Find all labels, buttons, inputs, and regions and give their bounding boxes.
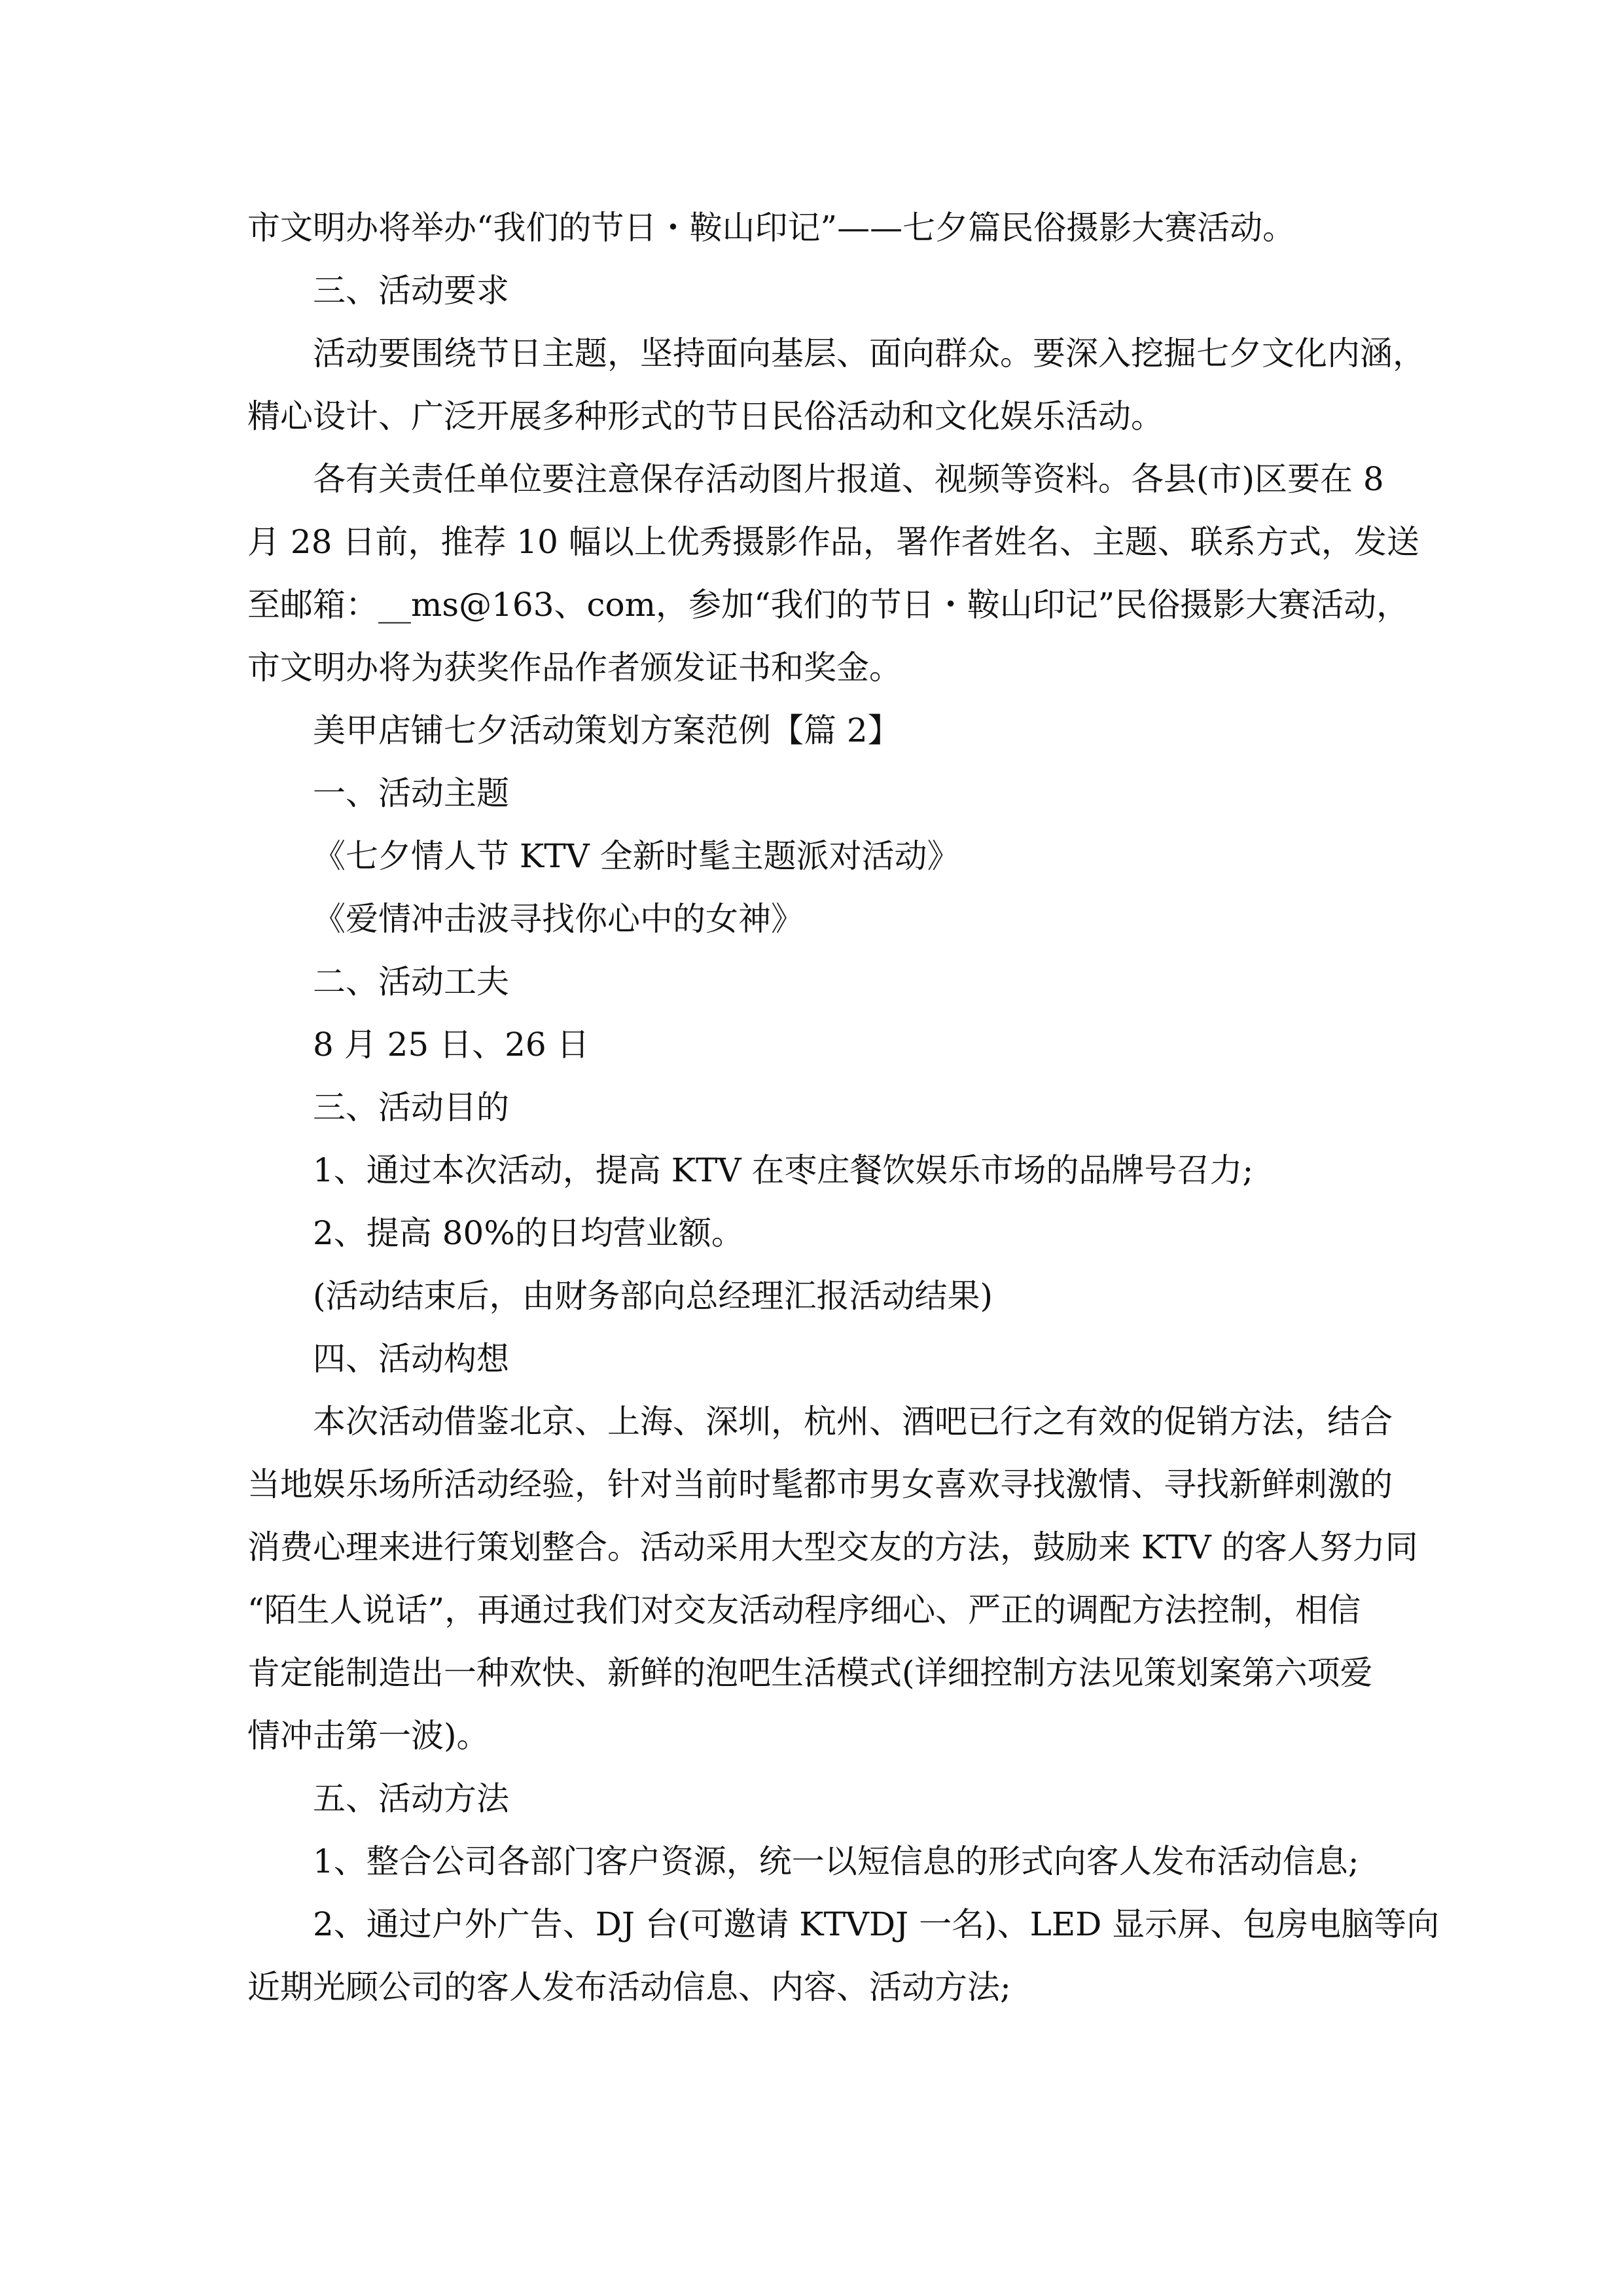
text-line: 《爱情冲击波寻找你心中的女神》 [313, 900, 804, 938]
text-line: 情冲击第一波)。 [247, 1717, 490, 1755]
section-heading: 三、活动要求 [313, 272, 509, 310]
section-heading: 二、活动工夫 [313, 963, 509, 1001]
text-line: 1、通过本次活动，提高 KTV 在枣庄餐饮娱乐市场的品牌号召力; [313, 1151, 1254, 1189]
text-line: 近期光顾公司的客人发布活动信息、内容、活动方法; [247, 1968, 1011, 2006]
text-line: “陌生人说话”，再通过我们对交友活动程序细心、严正的调配方法控制，相信 [247, 1591, 1361, 1629]
text-line: 肯定能制造出一种欢快、新鲜的泡吧生活模式(详细控制方法见策划案第六项爱 [247, 1654, 1373, 1692]
section-heading: 三、活动目的 [313, 1088, 509, 1126]
text-line: 精心设计、广泛开展多种形式的节日民俗活动和文化娱乐活动。 [247, 397, 1164, 435]
section-heading: 一、活动主题 [313, 774, 509, 812]
text-line: 各有关责任单位要注意保存活动图片报道、视频等资料。各县(市)区要在 8 [313, 460, 1384, 498]
article-title: 美甲店铺七夕活动策划方案范例【篇 2】 [313, 711, 901, 749]
text-line: 市文明办将举办“我们的节日・鞍山印记”——七夕篇民俗摄影大赛活动。 [247, 209, 1296, 247]
text-line: 至邮箱：__ms@163、com，参加“我们的节日・鞍山印记”民俗摄影大赛活动， [247, 586, 1410, 624]
text-line: 1、整合公司各部门客户资源，统一以短信息的形式向客人发布活动信息; [313, 1842, 1359, 1880]
section-heading: 五、活动方法 [313, 1780, 509, 1818]
document-body [247, 196, 1440, 2018]
text-line: 《七夕情人节 KTV 全新时髦主题派对活动》 [313, 837, 960, 875]
text-line: 2、通过户外广告、DJ 台(可邀请 KTVDJ 一名)、LED 显示屏、包房电脑等向 [313, 1905, 1440, 1943]
text-line: 本次活动借鉴北京、上海、深圳，杭州、酒吧已行之有效的促销方法，结合 [313, 1403, 1393, 1441]
text-line: (活动结束后，由财务部向总经理汇报活动结果) [313, 1277, 993, 1315]
text-line: 8 月 25 日、26 日 [313, 1026, 590, 1064]
text-line: 市文明办将为获奖作品作者颁发证书和奖金。 [247, 649, 902, 687]
text-line: 2、提高 80%的日均营业额。 [313, 1214, 744, 1252]
text-line: 活动要围绕节日主题，坚持面向基层、面向群众。要深入挖掘七夕文化内涵， [313, 334, 1425, 372]
text-line: 当地娱乐场所活动经验，针对当前时髦都市男女喜欢寻找激情、寻找新鲜刺激的 [247, 1465, 1393, 1503]
text-line: 月 28 日前，推荐 10 幅以上优秀摄影作品，署作者姓名、主题、联系方式，发送 [247, 523, 1419, 561]
text-line: 消费心理来进行策划整合。活动采用大型交友的方法，鼓励来 KTV 的客人努力同 [247, 1528, 1418, 1566]
section-heading: 四、活动构想 [313, 1340, 509, 1378]
